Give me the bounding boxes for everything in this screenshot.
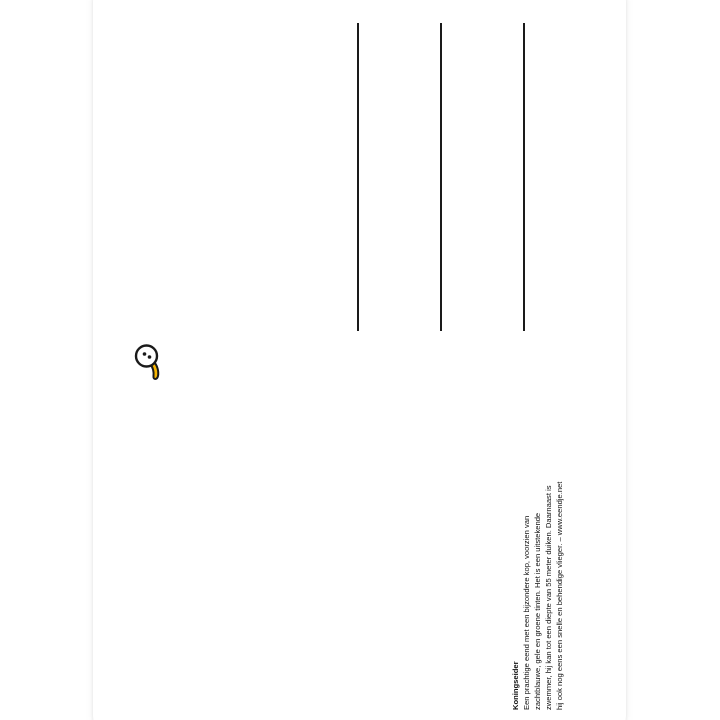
description-line: zachtblauwe, gele en groene tinten. Het is een uitstekende (533, 512, 542, 710)
address-line (523, 23, 525, 331)
address-line (357, 23, 359, 331)
description-text (510, 410, 565, 710)
address-line (440, 23, 442, 331)
description-line: zwemmer, hij kan tot een diepte van 55 meter duiken. Daarnaast is (544, 485, 553, 710)
duck-logo-icon (132, 340, 164, 382)
description-block (510, 410, 720, 710)
description-title: Koningseider (511, 661, 520, 710)
description-line: Een prachtige eend met een bijzondere kop, voorzien van (522, 515, 531, 710)
description-line: hij ook nog eens een snelle en behendige vlieger. – www.eendje.net (555, 481, 564, 710)
